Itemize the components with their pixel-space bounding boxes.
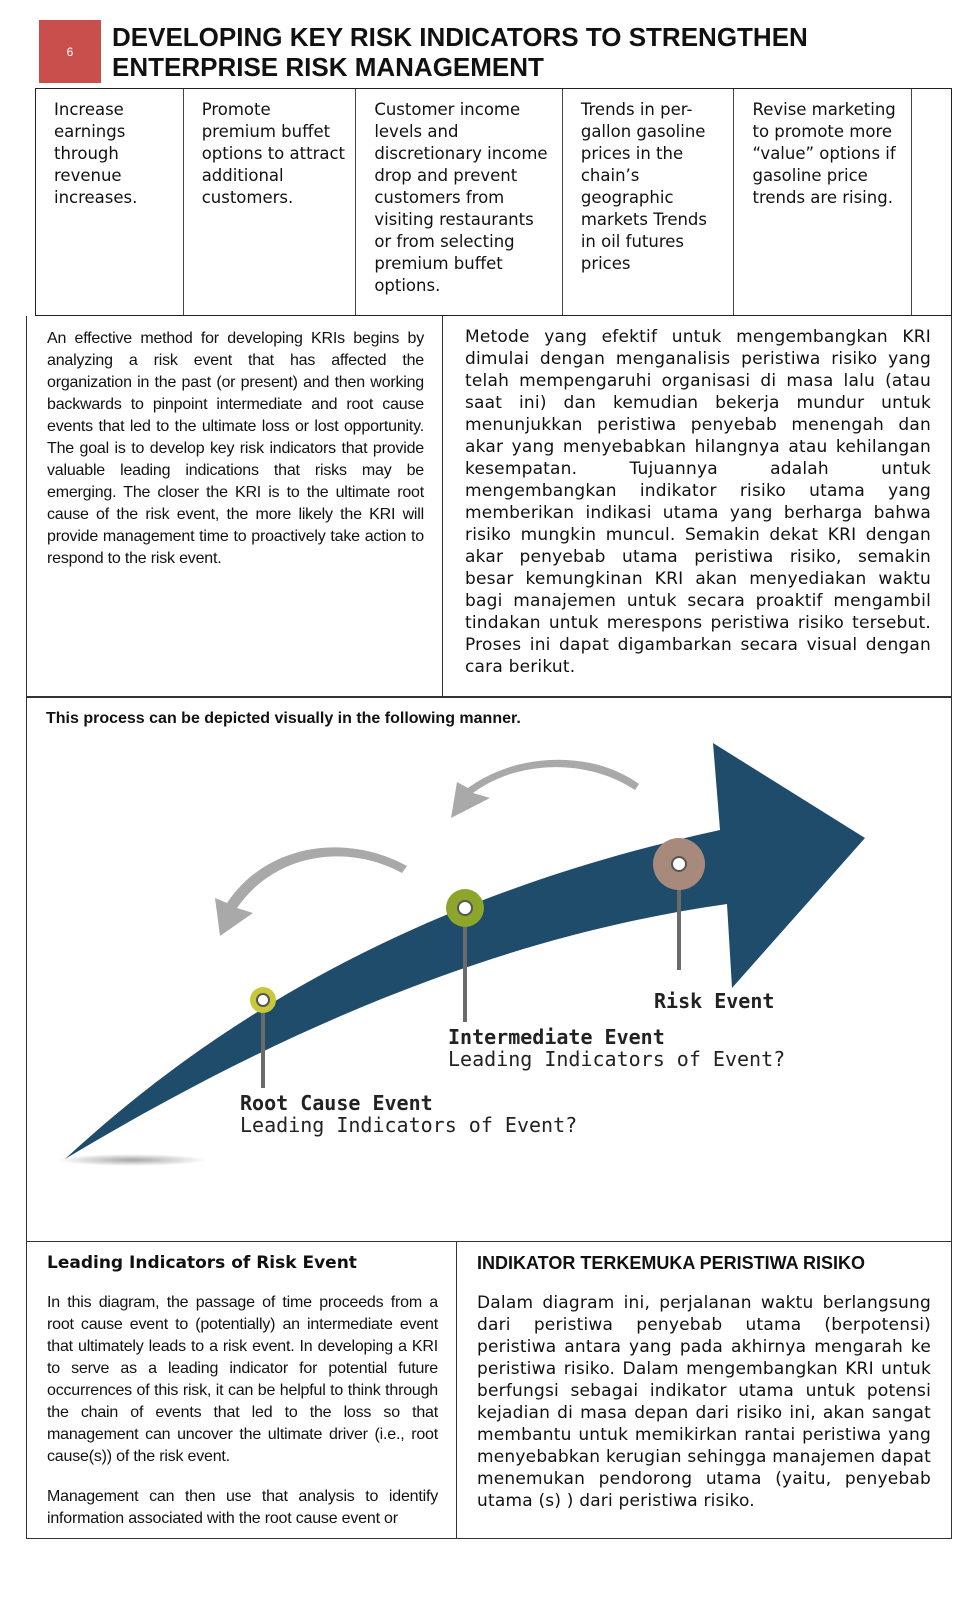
arrow-shadow bbox=[57, 1154, 207, 1166]
table-cell: Promote premium buffet options to attract additional customers. bbox=[184, 89, 357, 315]
leading-heading-en: Leading Indicators of Risk Event bbox=[47, 1253, 357, 1273]
table-cell: Trends in per-gallon gasoline prices in the chain’s geographic markets Trends in oil futures prices bbox=[563, 89, 735, 315]
intermediate-event-subtitle: Leading Indicators of Event? bbox=[448, 1047, 786, 1071]
leading-english-p2: Management can then use that analysis to identify information associated with the root cause event or bbox=[47, 1488, 438, 1527]
root-cause-event-subtitle: Leading Indicators of Event? bbox=[240, 1113, 578, 1137]
table-cell: Customer income levels and discretionary income drop and prevent customers from visiting restaurants or from selecting premium buffet options. bbox=[356, 89, 563, 315]
leading-indonesian-text: Dalam diagram ini, perjalanan waktu berlangsung dari peristiwa penyebab utama (berpotensi) peristiwa antara yang pada akhirnya mengarah ke peristiwa risiko. Dalam mengembangkan KRI untuk berfungsi sebagai indikator utama untuk potensi kejadian di masa depan dari risiko ini, akan sangat membantu untuk memikirkan rantai peristiwa yang menyebabkan kerugian sehingga manajemen dapat menemukan pendorong utama (yaitu, penyebab utama (s) ) dari peristiwa risiko. bbox=[477, 1293, 931, 1511]
risk-event-title: Risk Event bbox=[654, 989, 775, 1013]
page-title: DEVELOPING KEY RISK INDICATORS TO STRENGTHEN ENTERPRISE RISK MANAGEMENT bbox=[112, 22, 808, 82]
page-number-badge bbox=[39, 20, 101, 83]
root-cause-event-label bbox=[240, 1092, 577, 1136]
leading-indicators-section bbox=[26, 1242, 952, 1539]
risk-event-label bbox=[654, 990, 774, 1012]
intro-indonesian-text: Metode yang efektif untuk mengembangkan KRI dimulai dengan menganalisis peristiwa risiko yang telah mempengaruhi organisasi di masa lalu (atau saat ini) dan kemudian bekerja mundur untuk menunjukkan peristiwa penyebab menengah dan akar yang menyebabkan hilangnya atau kehilangan kesempatan. Tujuannya adalah untuk mengembangkan indikator risiko utama yang memberikan indikasi utama yang berharga bahwa risiko mungkin muncul. Semakin dekat KRI dengan akar penyebab utama peristiwa risiko, semakin besar kemungkinan KRI akan menyediakan waktu bagi manajemen untuk secara proaktif mengambil tindakan untuk merespons peristiwa risiko tersebut. Proses ini dapat digambarkan secara visual dengan cara berikut. bbox=[465, 327, 931, 677]
table-cell-empty bbox=[912, 89, 951, 315]
kri-example-table bbox=[35, 88, 952, 316]
return-arrow-lower bbox=[215, 847, 407, 936]
intro-section bbox=[26, 316, 952, 697]
intro-indonesian-column bbox=[443, 316, 951, 678]
intro-english-text: An effective method for developing KRIs begins by analyzing a risk event that has affected the organization in the past (or present) and then working backwards to pinpoint intermediate and root cause events that led to the ultimate loss or lost opportunity. The goal is to develop key risk indicators that provide valuable leading indications that risks may be emerging. The closer the KRI is to the ultimate root cause of the risk event, the more likely the KRI will provide management time to proactively take action to respond to the risk event. bbox=[47, 330, 424, 567]
return-arrow-upper bbox=[451, 760, 639, 818]
leading-english-column bbox=[27, 1242, 457, 1538]
leading-heading-id: INDIKATOR TERKEMUKA PERISTIWA RISIKO bbox=[477, 1253, 866, 1273]
intro-english-column bbox=[27, 316, 443, 696]
intermediate-event-title: Intermediate Event bbox=[448, 1025, 665, 1049]
intermediate-event-label bbox=[448, 1026, 785, 1070]
root-cause-event-title: Root Cause Event bbox=[240, 1091, 433, 1115]
table-cell: Increase earnings through revenue increases. bbox=[36, 89, 184, 315]
table-cell: Revise marketing to promote more “value” options if gasoline price trends are rising. bbox=[734, 89, 912, 315]
leading-indonesian-column bbox=[457, 1242, 951, 1512]
diagram-caption: This process can be depicted visually in the following manner. bbox=[46, 710, 521, 727]
leading-english-p1: In this diagram, the passage of time proceeds from a root cause event to (potentially) an intermediate event that ultimately leads to a risk event. In developing a KRI to serve as a leading indicator for potential future occurrences of this risk, it can be helpful to think through the chain of events that led to the loss so that management can uncover the ultimate driver (i.e., root cause(s)) of the risk event. bbox=[47, 1294, 438, 1465]
diagram-section bbox=[26, 697, 952, 1242]
page-number: 6 bbox=[66, 44, 74, 59]
kri-process-diagram bbox=[27, 698, 951, 1241]
